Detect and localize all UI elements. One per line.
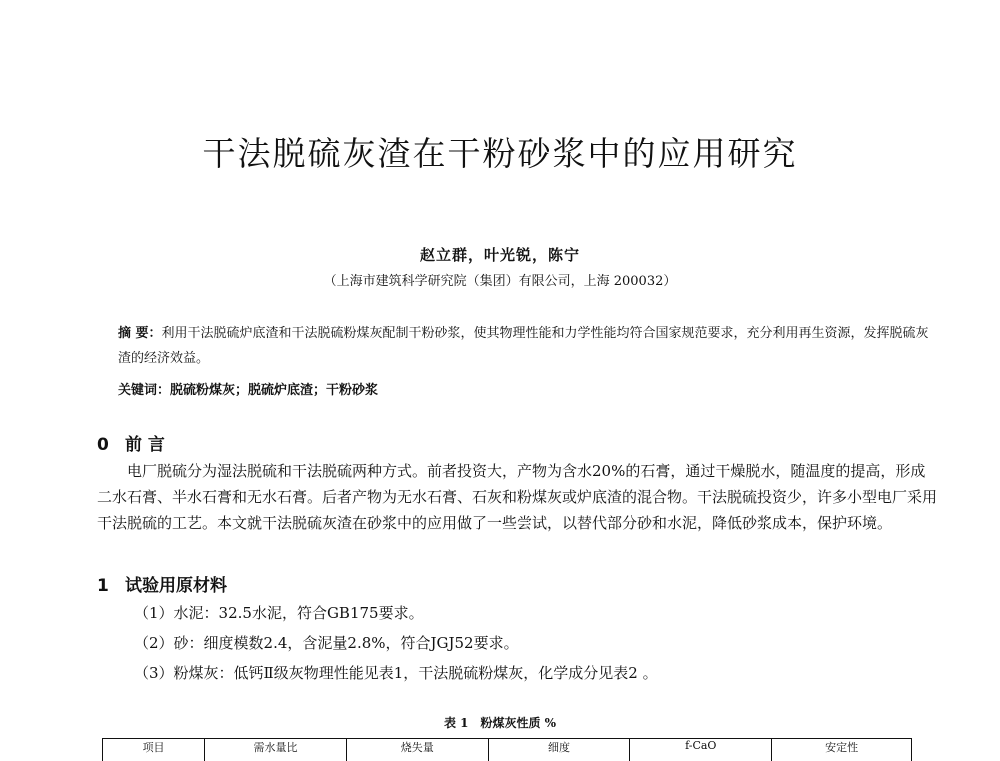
table-header-cell: 细度 (488, 739, 630, 761)
table-caption: 表 1 粉煤灰性质 % (0, 714, 1000, 731)
section-title: 试验用原材料 (125, 576, 227, 596)
keywords-text: 脱硫粉煤灰；脱硫炉底渣；干粉砂浆 (170, 383, 378, 398)
section-number: 1 (97, 576, 125, 596)
paper-title: 干法脱硫灰渣在干粉砂浆中的应用研究 (0, 128, 1000, 175)
abstract-text: 利用干法脱硫炉底渣和干法脱硫粉煤灰配制干粉砂浆，使其物理性能和力学性能均符合国家规范要求，充分利用再生资源，发挥脱硫灰渣的经济效益。 (118, 326, 929, 366)
keywords-label: 关键词： (118, 383, 170, 398)
keywords (118, 379, 938, 398)
table-header-cell: 项目 (103, 739, 205, 761)
table-header-cell: 烧失量 (346, 739, 488, 761)
section-number: 0 (97, 435, 125, 455)
author-list: 赵立群，叶光锐，陈宁 (0, 244, 1000, 265)
list-item-sand: （2）砂：细度模数2.4，含泥量2.8%，符合JGJ52要求。 (134, 632, 519, 653)
section-title: 前 言 (125, 435, 165, 455)
table-header-cell: 需水量比 (205, 739, 347, 761)
table-header-cell: 安定性 (772, 739, 912, 761)
table-1 (102, 738, 912, 761)
section-heading-0 (97, 430, 165, 455)
table-header-row (103, 739, 912, 761)
intro-paragraph: 电厂脱硫分为湿法脱硫和干法脱硫两种方式。前者投资大，产物为含水20%的石膏，通过干燥脱水，随温度的提高，形成二水石膏、半水石膏和无水石膏。后者产物为无水石膏、石灰和粉煤灰或炉底渣的混合物。干法脱硫投资少，许多小型电厂采用干法脱硫的工艺。本文就干法脱硫灰渣在砂浆中的应用做了一些尝试，以替代部分砂和水泥，降低砂浆成本，保护环境。 (97, 458, 939, 536)
abstract (118, 321, 938, 371)
affiliation: （上海市建筑科学研究院（集团）有限公司，上海 200032） (0, 270, 1000, 289)
list-item-cement: （1）水泥：32.5水泥，符合GB175要求。 (134, 602, 424, 623)
list-item-fly-ash: （3）粉煤灰：低钙Ⅱ级灰物理性能见表1，干法脱硫粉煤灰，化学成分见表2 。 (134, 662, 658, 683)
table-header-cell: f-CaO (630, 739, 772, 761)
section-heading-1 (97, 571, 227, 596)
abstract-label: 摘 要： (118, 326, 162, 341)
